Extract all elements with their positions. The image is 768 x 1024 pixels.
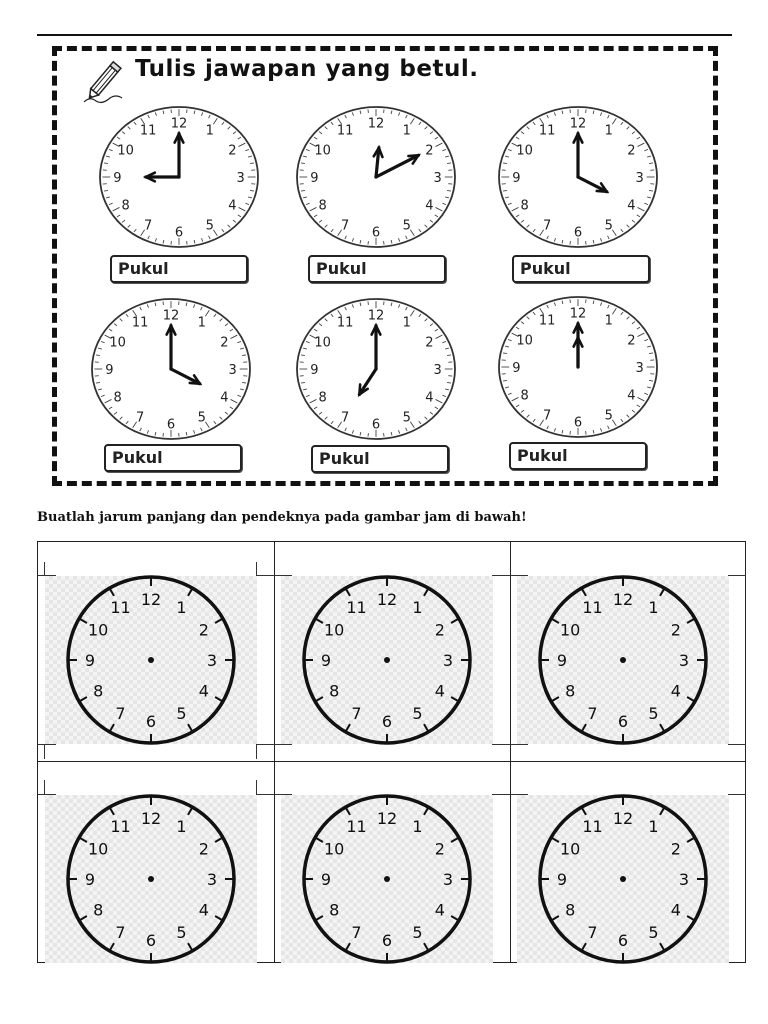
clock-number: 7 [115, 703, 126, 723]
clock-number: 3 [433, 171, 442, 186]
worksheet-clock [295, 104, 457, 250]
clock-number: 5 [176, 922, 187, 942]
clock-number: 11 [336, 315, 354, 331]
clock-number: 8 [329, 681, 340, 701]
hour-tick [215, 838, 223, 843]
clock-number: 6 [371, 417, 381, 433]
hour-tick [346, 588, 351, 596]
blank-clock[interactable] [297, 793, 477, 965]
clock-number: 3 [635, 361, 644, 376]
clock-number: 5 [648, 922, 659, 942]
worksheet-clock [295, 296, 457, 442]
clock-number: 4 [425, 198, 434, 214]
clock-number: 4 [228, 198, 237, 214]
clock-number: 5 [176, 703, 187, 723]
clock-number: 9 [512, 361, 521, 376]
clock-number: 4 [220, 390, 229, 406]
clock-number: 10 [559, 839, 581, 859]
answer-box[interactable] [311, 445, 449, 473]
answer-box[interactable] [308, 255, 446, 283]
clock-number: 12 [569, 116, 587, 132]
hour-tick [660, 588, 665, 596]
hour-tick [551, 697, 559, 702]
hour-tick [582, 588, 587, 596]
clock-number: 8 [318, 198, 327, 214]
hour-tick [315, 697, 323, 702]
hour-tick [315, 916, 323, 921]
hour-tick [79, 916, 87, 921]
hour-tick [660, 807, 665, 815]
clock-number: 9 [320, 651, 332, 670]
clock-number: 9 [556, 651, 568, 670]
clock-number: 8 [93, 681, 104, 701]
clock-number: 6 [573, 225, 583, 241]
clock-number: 12 [170, 116, 188, 132]
clock-number: 10 [323, 839, 345, 859]
hour-tick [346, 943, 351, 951]
clock-number: 5 [205, 218, 214, 234]
clock-number: 4 [670, 900, 681, 920]
clock-number: 7 [351, 922, 362, 942]
worksheet-clock [98, 104, 260, 250]
clock-number: 3 [442, 651, 454, 670]
clock-number: 10 [87, 620, 109, 640]
clock-number: 7 [351, 703, 362, 723]
clock-number: 8 [565, 900, 576, 920]
clock-number: 3 [442, 870, 454, 889]
clock-number: 7 [144, 218, 153, 234]
clock-number: 11 [139, 123, 157, 139]
blank-clock[interactable] [297, 574, 477, 746]
clock-number: 1 [604, 123, 613, 139]
clock-number: 9 [105, 363, 114, 378]
clock-number: 1 [412, 817, 423, 837]
answer-label: Pukul [118, 259, 169, 278]
clock-number: 11 [110, 598, 131, 618]
clock-number: 3 [635, 171, 644, 186]
clock-number: 2 [670, 620, 681, 640]
clock-number: 2 [198, 839, 209, 859]
clock-number: 12 [376, 590, 398, 609]
answer-box[interactable] [110, 255, 248, 283]
clock-center-dot [620, 657, 626, 663]
clock-number: 4 [434, 681, 445, 701]
clock-number: 12 [376, 809, 398, 828]
pencil-icon [80, 55, 130, 107]
answer-label: Pukul [319, 449, 370, 468]
clock-center-dot [148, 876, 154, 882]
clock-number: 5 [412, 922, 423, 942]
answer-box[interactable] [509, 442, 647, 470]
hour-tick [687, 619, 695, 624]
clock-center-dot [148, 657, 154, 663]
hour-tick [582, 943, 587, 951]
clock-number: 3 [678, 651, 690, 670]
hour-tick [424, 807, 429, 815]
clock-number: 7 [543, 408, 552, 424]
clock-number: 3 [678, 870, 690, 889]
worksheet-clock [497, 104, 659, 250]
worksheet-clock [497, 294, 659, 440]
clock-number: 2 [434, 620, 445, 640]
hour-tick [582, 724, 587, 732]
clock-number: 3 [433, 363, 442, 378]
hour-tick [346, 724, 351, 732]
clock-number: 1 [402, 123, 411, 139]
hour-tick [110, 724, 115, 732]
top-rule [37, 34, 732, 36]
blank-clock[interactable] [533, 793, 713, 965]
answer-box[interactable] [104, 444, 242, 472]
hour-tick [424, 588, 429, 596]
blank-clock[interactable] [61, 793, 241, 965]
clock-number: 4 [627, 388, 636, 404]
clock-number: 9 [310, 171, 319, 186]
clock-number: 8 [318, 390, 327, 406]
clock-center-dot [620, 876, 626, 882]
clock-number: 1 [197, 315, 206, 331]
clock-number: 9 [310, 363, 319, 378]
clock-number: 1 [604, 313, 613, 329]
clock-number: 7 [341, 218, 350, 234]
clock-number: 6 [145, 712, 157, 731]
clock-number: 12 [162, 308, 180, 324]
clock-number: 3 [206, 870, 218, 889]
hour-tick [687, 697, 695, 702]
clock-number: 4 [198, 900, 209, 920]
clock-number: 11 [346, 817, 367, 837]
clock-number: 5 [412, 703, 423, 723]
clock-number: 2 [627, 143, 636, 159]
worksheet-clock [90, 296, 252, 442]
clock-number: 2 [627, 333, 636, 349]
clock-number: 9 [84, 651, 96, 670]
clock-number: 8 [329, 900, 340, 920]
hour-tick [215, 697, 223, 702]
clock-number: 12 [367, 116, 385, 132]
clock-number: 12 [612, 809, 634, 828]
hour-tick [315, 619, 323, 624]
clock-number: 2 [228, 143, 237, 159]
clock-number: 11 [538, 123, 556, 139]
clock-number: 10 [314, 335, 331, 351]
clock-number: 5 [604, 218, 613, 234]
clock-number: 9 [320, 870, 332, 889]
clock-number: 8 [113, 390, 122, 406]
clock-number: 10 [109, 335, 126, 351]
hour-tick [687, 916, 695, 921]
clock-number: 5 [197, 410, 206, 426]
clock-number: 7 [543, 218, 552, 234]
clock-number: 4 [670, 681, 681, 701]
clock-number: 7 [136, 410, 145, 426]
hour-tick [110, 588, 115, 596]
clock-number: 8 [93, 900, 104, 920]
clock-number: 2 [220, 335, 229, 351]
clock-number: 7 [115, 922, 126, 942]
clock-number: 11 [346, 598, 367, 618]
clock-number: 11 [336, 123, 354, 139]
hour-tick [215, 916, 223, 921]
clock-number: 3 [206, 651, 218, 670]
clock-number: 1 [176, 817, 187, 837]
hour-tick [451, 838, 459, 843]
hour-tick [424, 724, 429, 732]
clock-number: 10 [516, 143, 533, 159]
hour-tick [79, 697, 87, 702]
instruction-text: Buatlah jarum panjang dan pendeknya pada gambar jam di bawah! [37, 510, 527, 525]
hour-tick [551, 838, 559, 843]
clock-number: 9 [556, 870, 568, 889]
clock-number: 6 [573, 415, 583, 431]
clock-number: 3 [228, 363, 237, 378]
clock-number: 8 [520, 388, 529, 404]
clock-number: 9 [84, 870, 96, 889]
worksheet-title: Tulis jawapan yang betul. [135, 56, 479, 82]
clock-number: 4 [198, 681, 209, 701]
hour-tick [687, 838, 695, 843]
clock-number: 6 [174, 225, 184, 241]
clock-number: 9 [512, 171, 521, 186]
clock-number: 11 [582, 817, 603, 837]
hour-tick [660, 724, 665, 732]
clock-number: 1 [648, 598, 659, 618]
hour-tick [188, 724, 193, 732]
clock-number: 10 [314, 143, 331, 159]
clock-number: 6 [617, 931, 629, 950]
clock-number: 1 [402, 315, 411, 331]
clock-number: 1 [176, 598, 187, 618]
clock-number: 1 [412, 598, 423, 618]
clock-number: 2 [425, 335, 434, 351]
answer-label: Pukul [520, 259, 571, 278]
clock-number: 5 [402, 410, 411, 426]
clock-number: 12 [140, 809, 162, 828]
clock-center-dot [384, 876, 390, 882]
clock-number: 7 [587, 703, 598, 723]
clock-number: 9 [113, 171, 122, 186]
clock-number: 6 [381, 712, 393, 731]
clock-number: 6 [371, 225, 381, 241]
hour-tick [188, 807, 193, 815]
clock-number: 7 [341, 410, 350, 426]
clock-number: 10 [516, 333, 533, 349]
answer-box[interactable] [512, 255, 650, 283]
clock-number: 1 [648, 817, 659, 837]
clock-number: 8 [565, 681, 576, 701]
hour-tick [451, 697, 459, 702]
clock-number: 6 [381, 931, 393, 950]
clock-number: 7 [587, 922, 598, 942]
hour-tick [215, 619, 223, 624]
answer-label: Pukul [112, 448, 163, 467]
hour-tick [188, 943, 193, 951]
hour-tick [79, 619, 87, 624]
clock-number: 12 [140, 590, 162, 609]
hour-tick [451, 619, 459, 624]
clock-number: 4 [425, 390, 434, 406]
blank-clock[interactable] [61, 574, 241, 746]
hour-tick [551, 619, 559, 624]
clock-number: 11 [582, 598, 603, 618]
hour-tick [451, 916, 459, 921]
clock-number: 10 [559, 620, 581, 640]
clock-number: 12 [569, 306, 587, 322]
hour-tick [315, 838, 323, 843]
clock-number: 2 [198, 620, 209, 640]
clock-number: 2 [425, 143, 434, 159]
clock-number: 11 [538, 313, 556, 329]
clock-number: 12 [612, 590, 634, 609]
hour-tick [79, 838, 87, 843]
clock-number: 6 [145, 931, 157, 950]
blank-clock[interactable] [533, 574, 713, 746]
clock-number: 10 [117, 143, 134, 159]
clock-number: 10 [87, 839, 109, 859]
clock-number: 8 [520, 198, 529, 214]
clock-number: 5 [402, 218, 411, 234]
clock-number: 2 [434, 839, 445, 859]
clock-number: 5 [648, 703, 659, 723]
hour-tick [110, 943, 115, 951]
hour-tick [188, 588, 193, 596]
answer-label: Pukul [517, 446, 568, 465]
clock-center-dot [384, 657, 390, 663]
clock-number: 5 [604, 408, 613, 424]
hour-tick [110, 807, 115, 815]
clock-number: 8 [121, 198, 130, 214]
clock-number: 6 [617, 712, 629, 731]
clock-number: 1 [205, 123, 214, 139]
answer-label: Pukul [316, 259, 367, 278]
clock-number: 4 [434, 900, 445, 920]
hour-tick [551, 916, 559, 921]
clock-number: 6 [166, 417, 176, 433]
clock-number: 10 [323, 620, 345, 640]
clock-number: 11 [110, 817, 131, 837]
hour-tick [660, 943, 665, 951]
hour-tick [424, 943, 429, 951]
clock-number: 4 [627, 198, 636, 214]
clock-number: 2 [670, 839, 681, 859]
clock-number: 12 [367, 308, 385, 324]
hour-tick [582, 807, 587, 815]
clock-number: 11 [131, 315, 149, 331]
hour-tick [346, 807, 351, 815]
clock-number: 3 [236, 171, 245, 186]
